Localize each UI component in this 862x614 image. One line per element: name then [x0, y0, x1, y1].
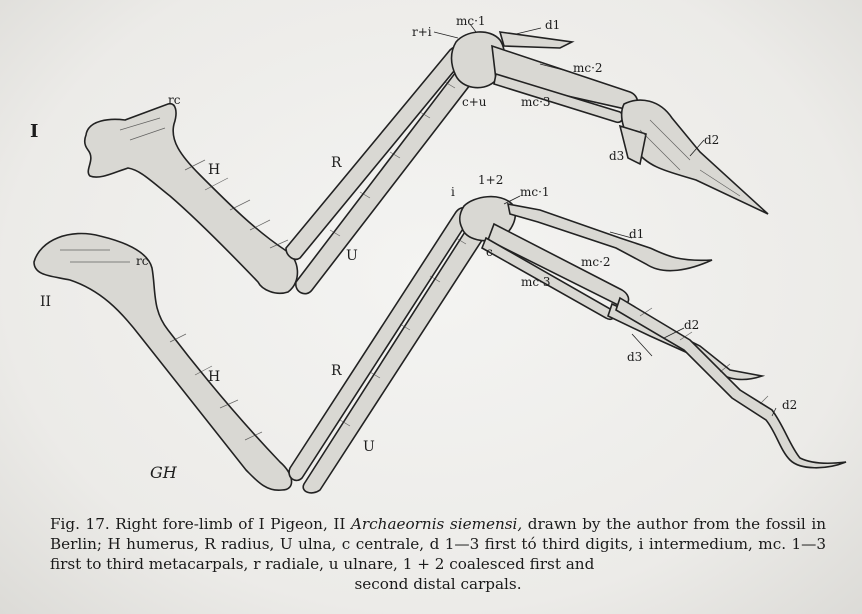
label-ii-c: c	[486, 245, 493, 259]
label-i-rc: rc	[168, 93, 181, 107]
caption-last-line: second distal carpals.	[354, 575, 522, 593]
archaeornis-limb	[34, 197, 846, 493]
pigeon-radius	[286, 47, 468, 260]
pigeon-digit-1	[500, 32, 572, 48]
label-i-r: R	[331, 155, 342, 171]
label-ii-mc3: mc·3	[521, 275, 551, 289]
label-ii-d1: d1	[629, 227, 645, 241]
label-ii-mc1: mc·1	[520, 185, 550, 199]
label-i-mc1: mc·1	[456, 14, 486, 28]
label-ii-h: H	[208, 369, 221, 385]
caption-part-2: drawn by the author from the fossil in Berlin; H humerus, R radius, U ulna, c centrale, d 1—3 first tó third digits, i intermedium, mc. 1—3 first to third metacarpals, r radiale, u ulnare, 1 + 2 coalesced first and	[50, 515, 826, 573]
artist-monogram: GH	[150, 463, 177, 482]
caption-part-1: Fig. 17. Right fore-limb of I Pigeon, II	[50, 515, 351, 533]
archaeornis-digit-2	[616, 298, 846, 468]
label-i-u: U	[346, 248, 358, 264]
label-ii-rc: rc	[136, 254, 149, 268]
caption-species-name: Archaeornis siemensi,	[350, 515, 523, 533]
label-i-r-plus-i: r+i	[412, 25, 432, 39]
label-i-d3: d3	[609, 149, 625, 163]
label-i-h: H	[208, 162, 221, 178]
label-i-c-plus-u: c+u	[462, 95, 487, 109]
label-ii-r: R	[331, 363, 342, 379]
label-i-mc2: mc·2	[573, 61, 603, 75]
label-ii-mc2: mc·2	[581, 255, 611, 269]
roman-numeral-ii: II	[40, 294, 52, 310]
label-ii-i: i	[451, 185, 455, 199]
label-i-d2: d2	[704, 133, 720, 147]
archaeornis-radius	[289, 208, 470, 481]
label-ii-d2-lower: d2	[782, 398, 798, 412]
label-ii-d2-upper: d2	[684, 318, 700, 332]
label-ii-d3: d3	[627, 350, 643, 364]
pigeon-digit-2	[622, 100, 768, 214]
roman-numeral-i: I	[30, 121, 39, 142]
label-ii-u: U	[363, 439, 375, 455]
label-i-mc3: mc·3	[521, 95, 551, 109]
label-ii-1-plus-2: 1+2	[478, 173, 504, 187]
figure-caption	[50, 514, 826, 594]
label-i-d1: d1	[545, 18, 561, 32]
